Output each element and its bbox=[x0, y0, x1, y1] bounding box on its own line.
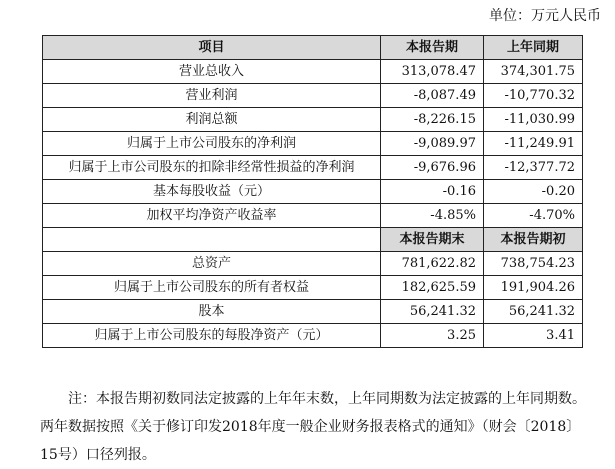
prior-value: -11,030.99 bbox=[484, 108, 583, 132]
current-value: -8,226.15 bbox=[381, 108, 484, 132]
current-value: -4.85% bbox=[381, 204, 484, 228]
row-label: 归属于上市公司股东的所有者权益 bbox=[43, 276, 381, 300]
table-row bbox=[43, 300, 583, 324]
subheader-blank bbox=[43, 228, 381, 252]
row-label: 营业利润 bbox=[43, 84, 381, 108]
period-start-value: 738,754.23 bbox=[484, 252, 583, 276]
row-label: 加权平均净资产收益率 bbox=[43, 204, 381, 228]
footnote: 注：本报告期初数同法定披露的上年年末数，上年同期数为法定披露的上年同期数。两年数据按照《关于修订印发2018年度一般企业财务报表格式的通知》（财会〔2018〕15号）口径列报。 bbox=[40, 391, 586, 463]
prior-value: -0.20 bbox=[484, 180, 583, 204]
table-row bbox=[43, 132, 583, 156]
prior-value: -10,770.32 bbox=[484, 84, 583, 108]
row-label: 归属于上市公司股东的扣除非经常性损益的净利润 bbox=[43, 156, 381, 180]
period-end-value: 781,622.82 bbox=[381, 252, 484, 276]
row-label: 归属于上市公司股东的净利润 bbox=[43, 132, 381, 156]
current-value: -9,676.96 bbox=[381, 156, 484, 180]
table-row bbox=[43, 60, 583, 84]
row-label: 利润总额 bbox=[43, 108, 381, 132]
table-row bbox=[43, 180, 583, 204]
table-row bbox=[43, 204, 583, 228]
period-end-value: 182,625.59 bbox=[381, 276, 484, 300]
current-value: -9,089.97 bbox=[381, 132, 484, 156]
table-header-row bbox=[43, 36, 583, 60]
current-value: 313,078.47 bbox=[381, 60, 484, 84]
current-value: -0.16 bbox=[381, 180, 484, 204]
prior-value: -11,249.91 bbox=[484, 132, 583, 156]
prior-value: -12,377.72 bbox=[484, 156, 583, 180]
prior-value: 374,301.75 bbox=[484, 60, 583, 84]
financial-summary-table bbox=[42, 35, 583, 348]
table-row bbox=[43, 156, 583, 180]
header-prior-year-period: 上年同期 bbox=[484, 36, 583, 60]
row-label: 总资产 bbox=[43, 252, 381, 276]
table-subheader-row bbox=[43, 228, 583, 252]
table-row bbox=[43, 84, 583, 108]
row-label: 股本 bbox=[43, 300, 381, 324]
period-start-value: 191,904.26 bbox=[484, 276, 583, 300]
period-end-value: 3.25 bbox=[381, 324, 484, 348]
table-row bbox=[43, 108, 583, 132]
subheader-period-start: 本报告期初 bbox=[484, 228, 583, 252]
period-end-value: 56,241.32 bbox=[381, 300, 484, 324]
unit-label: 单位：万元人民币 bbox=[489, 8, 601, 24]
table-row bbox=[43, 276, 583, 300]
subheader-period-end: 本报告期末 bbox=[381, 228, 484, 252]
prior-value: -4.70% bbox=[484, 204, 583, 228]
table-row bbox=[43, 252, 583, 276]
header-current-period: 本报告期 bbox=[381, 36, 484, 60]
row-label: 归属于上市公司股东的每股净资产（元） bbox=[43, 324, 381, 348]
period-start-value: 3.41 bbox=[484, 324, 583, 348]
row-label: 营业总收入 bbox=[43, 60, 381, 84]
row-label: 基本每股收益（元） bbox=[43, 180, 381, 204]
table-row bbox=[43, 324, 583, 348]
period-start-value: 56,241.32 bbox=[484, 300, 583, 324]
header-item: 项目 bbox=[43, 36, 381, 60]
current-value: -8,087.49 bbox=[381, 84, 484, 108]
